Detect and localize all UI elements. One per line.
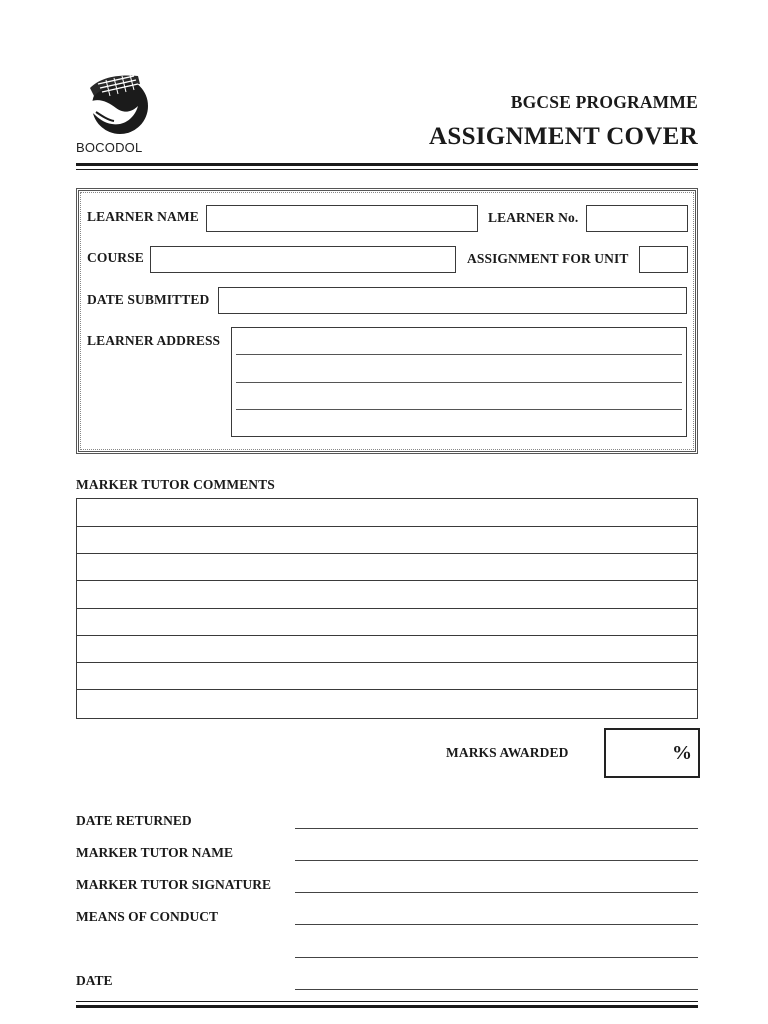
date-line[interactable]	[295, 989, 698, 990]
date-label: DATE	[76, 973, 113, 988]
learner-name-field[interactable]	[206, 205, 478, 232]
comment-line	[77, 662, 697, 663]
means-of-conduct-line[interactable]	[295, 924, 698, 925]
marker-tutor-name-label: MARKER TUTOR NAME	[76, 845, 234, 860]
date-submitted-field[interactable]	[218, 287, 687, 314]
marker-tutor-signature-label: MARKER TUTOR SIGNATURE	[76, 877, 272, 892]
learner-name-label: LEARNER NAME	[87, 209, 199, 224]
footer-rule-thick	[76, 1005, 698, 1008]
date-returned-line[interactable]	[295, 828, 698, 829]
percent-sign: %	[672, 742, 692, 764]
address-line	[236, 354, 682, 355]
date-submitted-label: DATE SUBMITTED	[87, 292, 210, 307]
marks-awarded-label: MARKS AWARDED	[446, 745, 569, 760]
comment-line	[77, 580, 697, 581]
course-field[interactable]	[150, 246, 456, 273]
comment-line	[77, 608, 697, 609]
header-rule-thin	[76, 169, 698, 170]
assignment-unit-label: ASSIGNMENT FOR UNIT	[467, 251, 629, 266]
address-line	[236, 409, 682, 410]
logo-emblem-icon	[76, 66, 156, 138]
comment-line	[77, 689, 697, 690]
comment-line	[77, 526, 697, 527]
marker-tutor-signature-line[interactable]	[295, 892, 698, 893]
learner-address-field[interactable]	[231, 327, 687, 437]
header-rule-thick	[76, 163, 698, 166]
comments-area[interactable]	[76, 498, 698, 719]
learner-number-field[interactable]	[586, 205, 688, 232]
comment-line	[77, 553, 697, 554]
logo-wordmark: BOCODOL	[76, 140, 143, 155]
means-of-conduct-line-2[interactable]	[295, 957, 698, 958]
comment-line	[77, 635, 697, 636]
course-label: COURSE	[87, 250, 144, 265]
bocodol-logo	[76, 66, 158, 160]
marker-tutor-name-line[interactable]	[295, 860, 698, 861]
assignment-unit-field[interactable]	[639, 246, 688, 273]
date-returned-label: DATE RETURNED	[76, 813, 192, 828]
page-title: ASSIGNMENT COVER	[429, 123, 698, 150]
footer-rule-thin	[76, 1001, 698, 1002]
programme-title: BGCSE PROGRAMME	[510, 92, 698, 112]
comments-label: MARKER TUTOR COMMENTS	[76, 477, 275, 492]
learner-number-label: LEARNER No.	[488, 210, 579, 225]
means-of-conduct-label: MEANS OF CONDUCT	[76, 909, 219, 924]
marks-awarded-field[interactable]	[604, 728, 700, 778]
address-line	[236, 382, 682, 383]
learner-address-label: LEARNER ADDRESS	[87, 333, 221, 348]
